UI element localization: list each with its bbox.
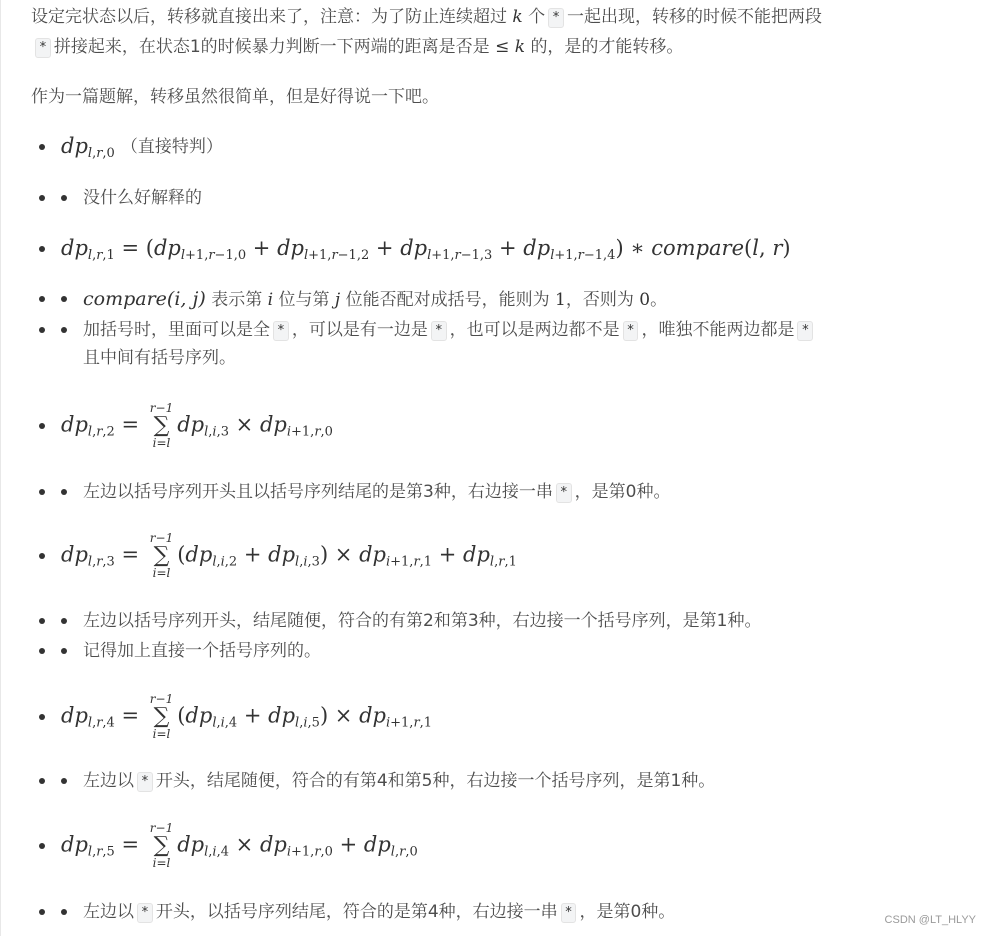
sum-symbol: r−1 ∑ i=l [149,531,174,580]
formula-dp2: $dp_{l,r,2}$ = r−1 ∑ i=l $dp_{l,i,3} \times dp_{i+1,r,0}$ [61,401,333,450]
inline-code-star: * [137,772,153,792]
list-item-dp0 [39,132,970,162]
intro-paragraph [31,2,970,62]
inline-code-star: * [431,321,447,341]
intro-text: 一起出现，转移的时候不能把两段 [566,7,822,27]
math-compare: compare(i, j) [83,287,206,310]
sum-symbol: r−1 ∑ i=l [149,401,174,450]
bullet [39,648,45,654]
text: 表示第 [211,289,263,310]
bullet [39,296,45,302]
bullet [39,195,45,201]
text: ，也可以是两边都不是 [449,320,620,340]
text: 加括号时，里面可以是全 [83,320,270,340]
text: 位能否配对成括号，能则为 [345,289,550,310]
list-item-note [39,767,970,795]
text: 开头，以括号序列结尾，符合的是第4种，右边接一串 [155,902,558,922]
text: ，唯独不能两边都是 [641,320,795,340]
bullet [61,648,67,654]
text: ，否则为 [565,289,634,310]
inline-code-star: * [548,8,564,28]
math-k: k [514,37,526,57]
bullet [61,327,67,333]
intro-text: 拼接起来，在状态1的时候暴力判断一下两端的距离是否是 [53,37,490,57]
text: 左边以括号序列开头且以括号序列结尾的是第3种，右边接一串 [83,482,553,502]
note-text: 记得加上直接一个括号序列的。 [83,641,321,661]
math-zero: 0 [639,289,651,310]
intro-paragraph-2: 作为一篇题解，转移虽然很简单，但是好得说一下吧。 [31,87,439,107]
bullet [61,778,67,784]
sum-symbol: r−1 ∑ i=l [149,821,174,870]
bullet [61,195,67,201]
text: 开头，结尾随便，符合的有第4和第5种，右边接一个括号序列，是第1种。 [155,771,716,791]
list-item-note [39,478,970,506]
bullet [39,778,45,784]
inline-code-star: * [623,321,639,341]
math-le: ≤ [495,37,510,57]
math-one: 1 [555,289,566,310]
list-item-note [39,637,970,665]
formula-dp1: $dp_{l,r,1} = (dp_{l+1,r-1,0} + dp_{l+1,r-1,2} + dp_{l+1,r-1,3} + dp_{l+1,r-1,4})$ ∗ compare(l, r) [61,235,791,263]
intro-text: 个 [528,7,546,27]
text: 。 [650,289,668,310]
math-j: j [334,289,341,310]
list-item-dp2 [39,394,970,458]
text: 左边以 [83,902,134,922]
compare-description [83,285,667,314]
inline-code-star: * [561,903,577,923]
text: 左边以 [83,771,134,791]
formula-dp0: $dp_{l,r,0}$ [61,133,115,161]
list-item-dp3 [39,524,970,588]
intro-text: 的，是的才能转移。 [530,37,684,57]
text: ，可以是有一边是 [291,320,428,340]
formula-dp5: $dp_{l,r,5}$ = r−1 ∑ i=l $dp_{l,i,4} \times dp_{i+1,r,0} + dp_{l,r,0}$ [61,821,418,870]
bullet [39,714,45,720]
text: ，是第0种。 [579,902,676,922]
bullet [39,843,45,849]
note-text [83,478,670,506]
list-item-note [39,607,970,635]
inline-code-star: * [556,483,572,503]
formula-dp4: $dp_{l,r,4}$ = r−1 ∑ i=l $(dp_{l,i,4} + dp_{l,i,5}) \times dp_{i+1,r,1}$ [61,692,433,741]
text: 位与第 [278,289,330,310]
list-item-label: （直接特判） [120,137,223,157]
math-i: i [267,289,274,310]
bullet [39,144,45,150]
bullet [39,489,45,495]
bullet [39,423,45,429]
note-text: 没什么好解释的 [83,188,202,208]
bullet [39,909,45,915]
sum-symbol: r−1 ∑ i=l [149,692,174,741]
note-text [83,898,675,926]
inline-code-star: * [137,903,153,923]
formula-dp3: $dp_{l,r,3}$ = r−1 ∑ i=l $(dp_{l,i,2} + dp_{l,i,3}) \times dp_{i+1,r,1} + dp_{l,r,1}$ [61,531,517,580]
inline-code-star: * [35,38,51,58]
list-item-note [39,184,970,212]
bullet [39,246,45,252]
list-item-dp1 [39,232,970,266]
paren-description [83,316,816,372]
bullet [39,327,45,333]
bullet [61,489,67,495]
bullet [39,618,45,624]
text: 且中间有括号序列。 [83,348,236,368]
note-text: 左边以括号序列开头，结尾随便，符合的有第2和第3种，右边接一个括号序列，是第1种。 [83,611,762,631]
inline-code-star: * [273,321,289,341]
note-text [83,767,715,795]
list-item-dp4 [39,685,970,749]
bullet [61,909,67,915]
list-item-dp5 [39,814,970,878]
intro-text: 设定完状态以后，转移就直接出来了，注意：为了防止连续超过 [31,7,507,27]
watermark: CSDN @LT_HLYY [884,914,976,926]
inline-code-star: * [797,321,813,341]
text: ，是第0种。 [574,482,671,502]
list-item-note [39,898,970,926]
list-item-compare [39,285,970,313]
bullet [39,553,45,559]
list-item-paren [39,316,970,374]
math-k: k [512,7,523,27]
bullet [61,618,67,624]
bullet [61,296,67,302]
